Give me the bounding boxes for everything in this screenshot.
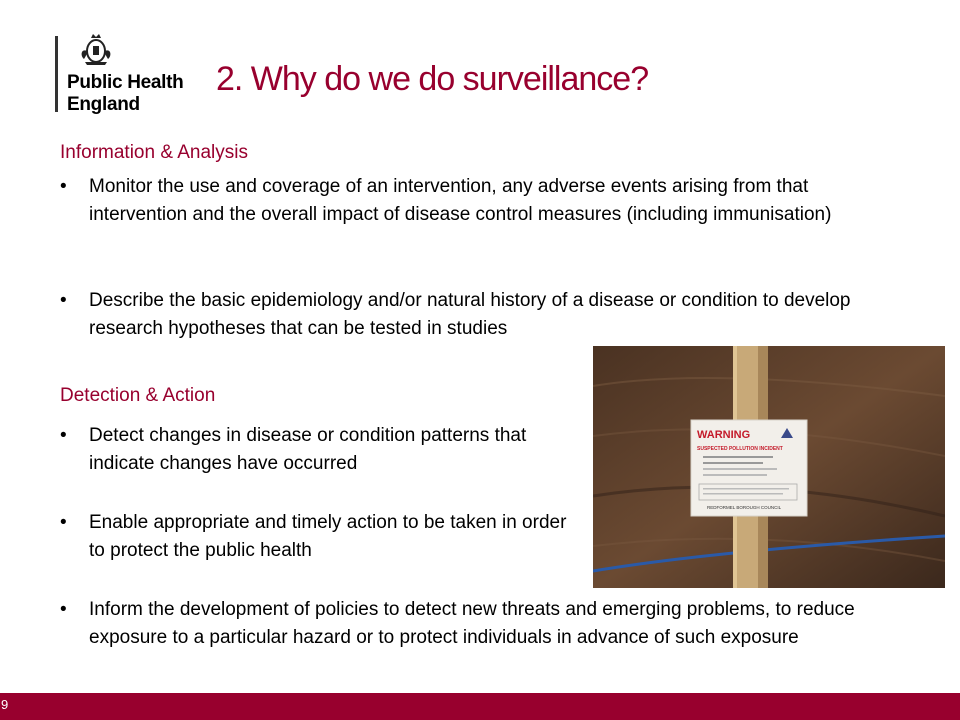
logo-line-1: Public Health	[67, 72, 184, 93]
bullet-item	[60, 422, 580, 478]
sign-subheading: SUSPECTED POLLUTION INCIDENT	[697, 446, 783, 452]
sign-heading: WARNING	[697, 429, 751, 441]
warning-sign-illustration	[593, 346, 945, 588]
bullet-text: Detect changes in disease or condition patterns that indicate changes have occurred	[89, 425, 527, 474]
bullet-text: Inform the development of policies to detect new threats and emerging problems, to reduce exposure to a particular hazard or to protect individuals in advance of such exposure	[89, 599, 855, 648]
bullet-text: Monitor the use and coverage of an intervention, any adverse events arising from that intervention and the overall impact of disease control measures (including immunisation)	[89, 176, 832, 225]
royal-crest-icon	[77, 32, 115, 66]
footer-bar	[0, 693, 960, 720]
warning-sign-photo	[593, 346, 945, 588]
page-title: 2. Why do we do surveillance?	[216, 60, 649, 98]
bullet-dot: •	[60, 290, 67, 311]
bullet-item	[60, 596, 900, 652]
bullet-item	[60, 173, 860, 229]
bullet-dot: •	[60, 512, 67, 533]
bullet-item	[60, 509, 580, 565]
logo-wordmark	[67, 72, 183, 116]
bullet-dot: •	[60, 176, 67, 197]
bullet-dot: •	[60, 599, 67, 620]
section-heading-information-analysis: Information & Analysis	[60, 142, 248, 163]
page-number: 9	[1, 697, 9, 712]
bullet-item	[60, 287, 860, 343]
logo-line-2: England	[67, 94, 140, 115]
section-heading-detection-action: Detection & Action	[60, 385, 216, 406]
logo-divider	[55, 36, 58, 112]
bullet-text: Enable appropriate and timely action to be taken in order to protect the public health	[89, 512, 567, 561]
bullet-text: Describe the basic epidemiology and/or natural history of a disease or condition to develop research hypotheses that can be tested in studies	[89, 290, 851, 339]
sign-footer: REDFORMEL BOROUGH COUNCIL	[707, 505, 782, 510]
phe-logo	[55, 32, 205, 122]
bullet-dot: •	[60, 425, 67, 446]
